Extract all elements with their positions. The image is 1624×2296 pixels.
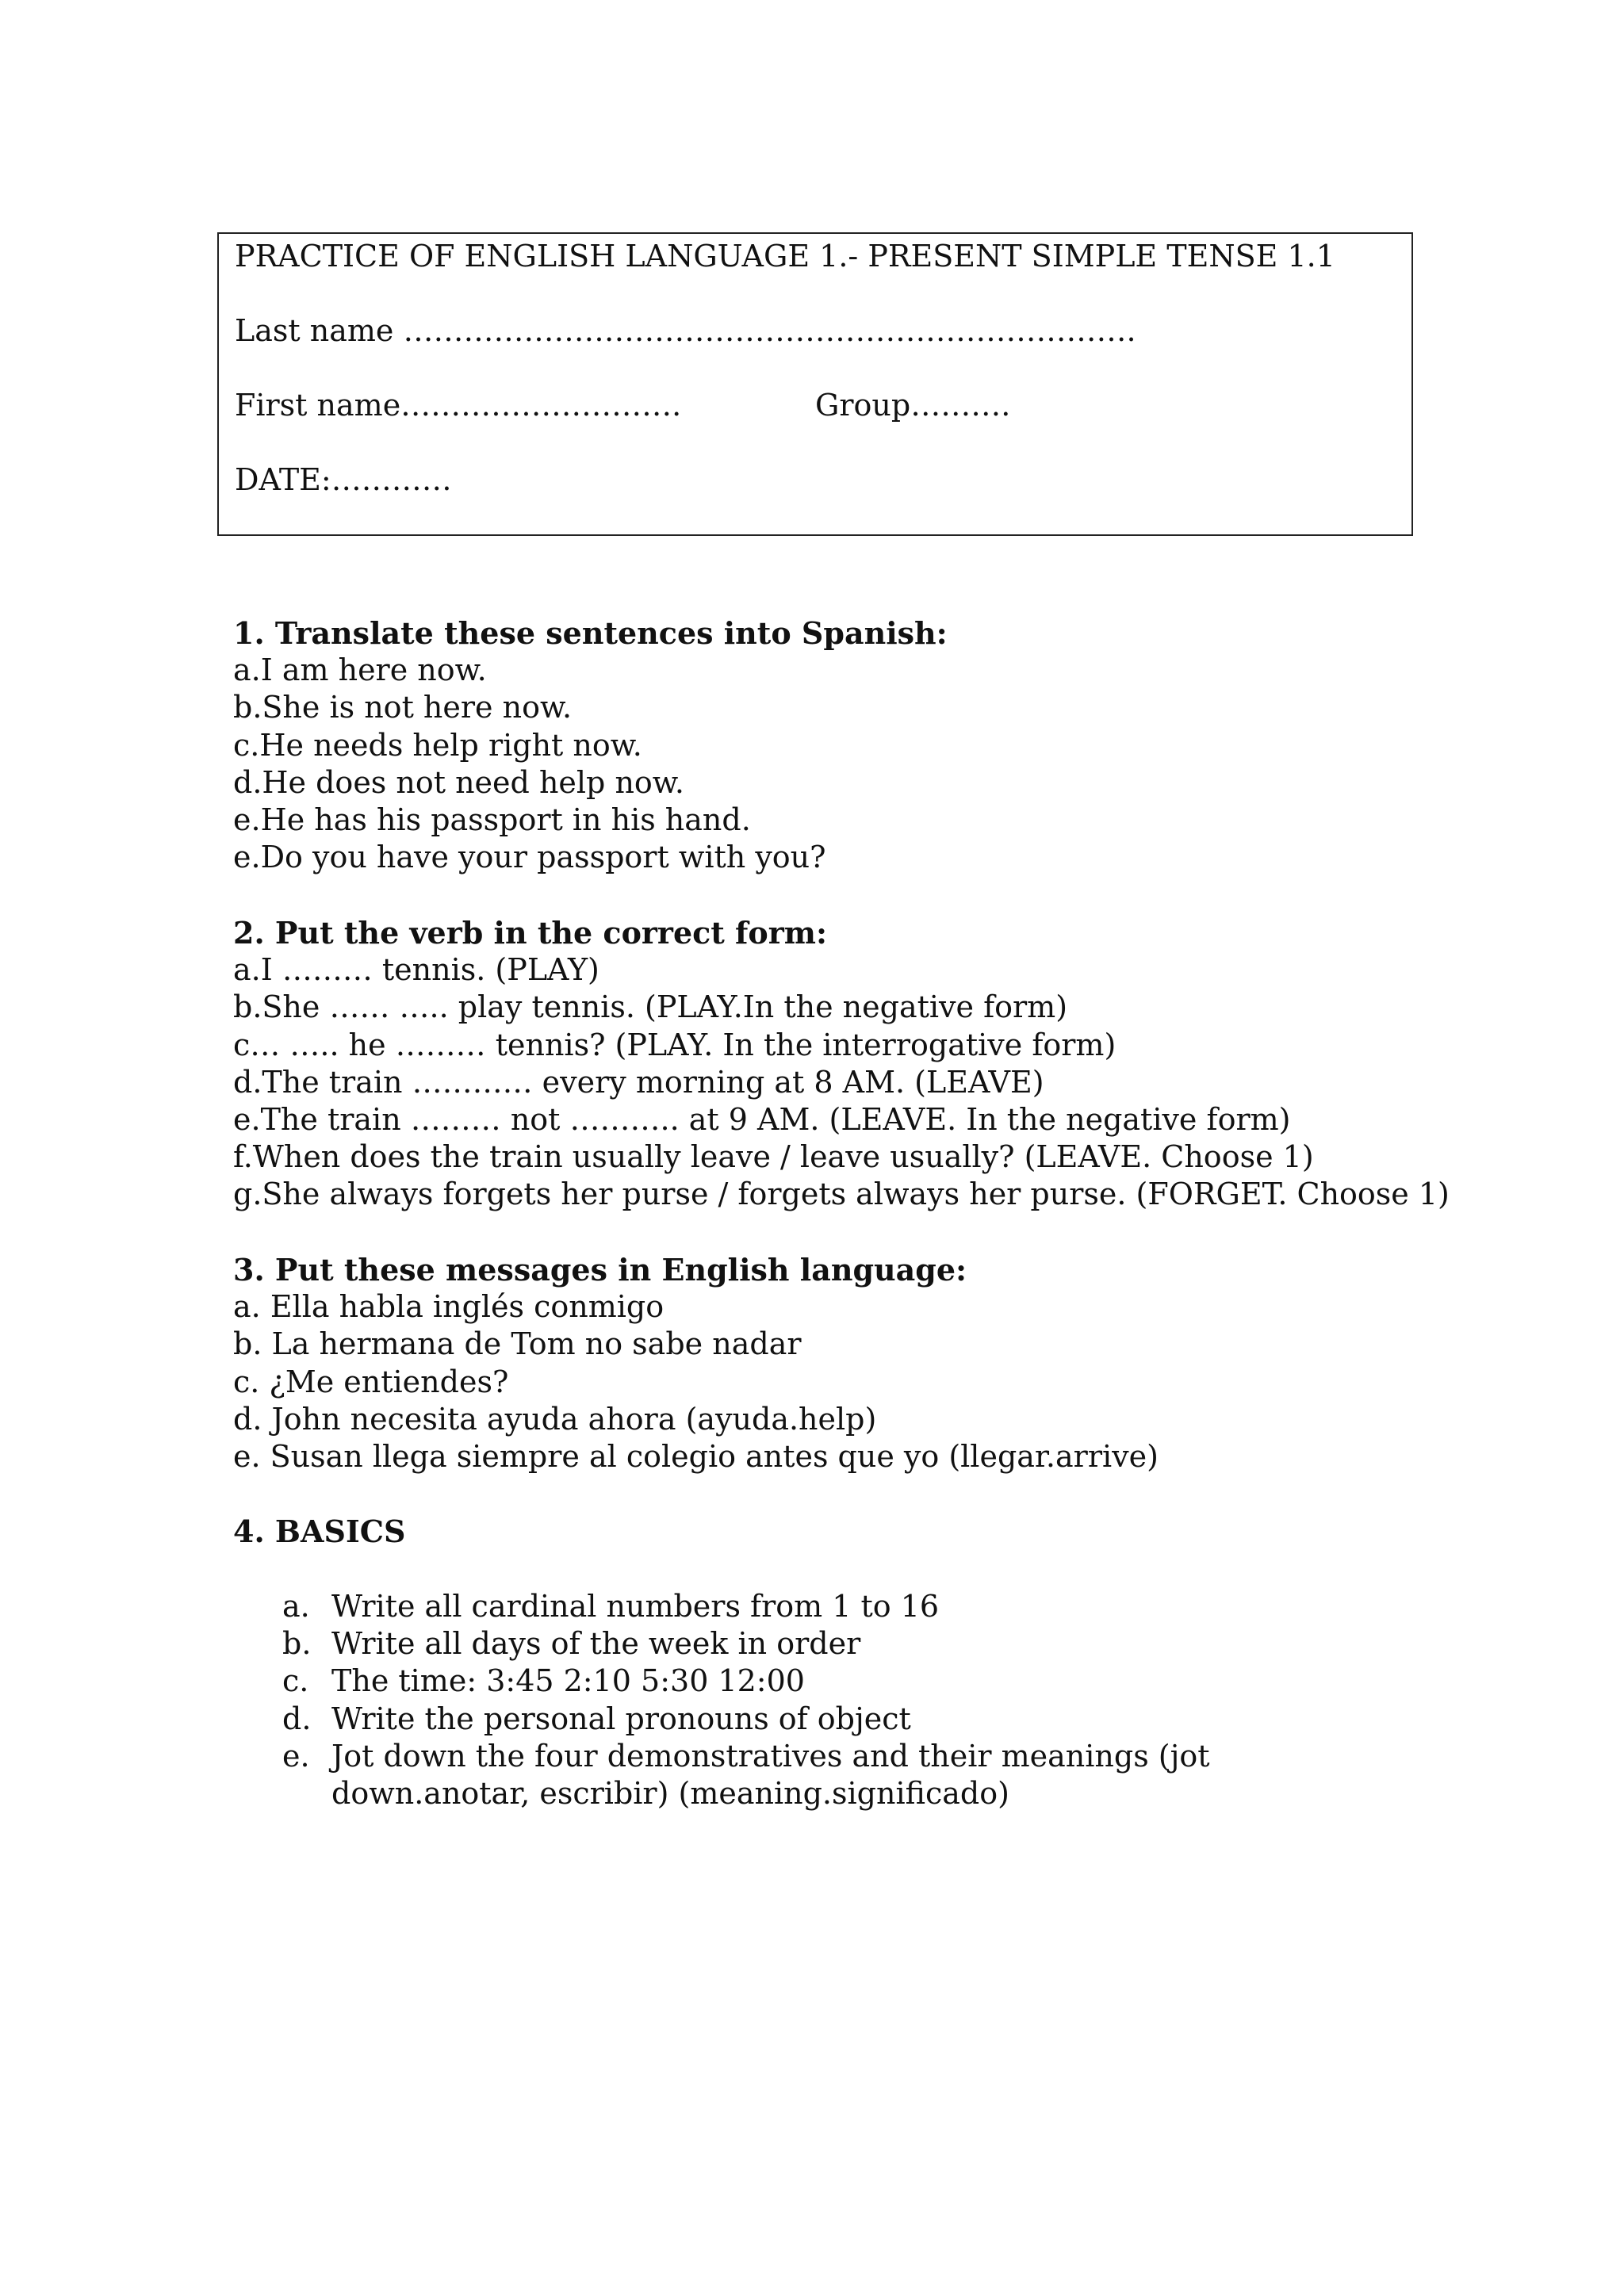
list-marker: a. [282,1589,310,1624]
exercise-line: e.Do you have your passport with you? [233,840,826,875]
section-messages-in-english [233,1251,1423,1475]
list-marker: b. [282,1626,312,1662]
date-field: DATE:………… [235,462,452,497]
list-marker: d. [282,1701,312,1736]
exercise-line: d.He does not need help now. [233,764,684,800]
exercise-line: g.She always forgets her purse / forgets always her purse. (FORGET. Choose 1) [233,1177,1450,1212]
basics-list [233,1588,1407,1812]
exercise-line: d. John necesita ayuda ahora (ayuda.help) [233,1401,877,1437]
header-box [217,232,1413,536]
list-marker: e. [282,1738,310,1774]
exercise-line: b.She is not here now. [233,690,573,725]
exercise-line: b. La hermana de Tom no sabe nadar [233,1326,802,1362]
section-heading: 2. Put the verb in the correct form: [233,915,827,951]
first-name-field: First name………………………. [235,388,682,423]
exercise-line: c. ¿Me entiendes? [233,1364,509,1399]
exercise-line: e.He has his passport in his hand. [233,802,751,838]
list-item [233,1701,1407,1738]
exercise-line: e.The train ……… not ……….. at 9 AM. (LEAVE. In the negative form) [233,1102,1291,1138]
list-item-text: Write the personal pronouns of object [331,1701,911,1736]
exercise-line: a.I am here now. [233,652,487,688]
exercise-line: e. Susan llega siempre al colegio antes que yo (llegar.arrive) [233,1439,1159,1475]
section-heading: 4. BASICS [233,1513,406,1549]
section-verb-correct-form [233,914,1450,1214]
exercise-line: a. Ella habla inglés conmigo [233,1289,665,1325]
group-field: Group………. [815,388,1011,423]
list-item [233,1625,1407,1663]
section-basics [233,1513,1423,1550]
exercise-line: a.I ……… tennis. (PLAY) [233,952,599,988]
list-item-text: Write all cardinal numbers from 1 to 16 [331,1589,940,1624]
list-item-text: The time: 3:45 2:10 5:30 12:00 [331,1663,805,1699]
section-heading: 3. Put these messages in English language: [233,1252,967,1288]
worksheet-title: PRACTICE OF ENGLISH LANGUAGE 1.- PRESENT SIMPLE TENSE 1.1 [235,239,1335,274]
last-name-field: Last name ………………………………………………………………. [235,313,1136,348]
section-translate-to-spanish [233,614,1423,876]
list-item-text: Write all days of the week in order [331,1626,861,1662]
list-item-text: Jot down the four demonstratives and their meanings (jot down.anotar, escribir) (meaning.significado) [331,1738,1210,1812]
section-heading: 1. Translate these sentences into Spanish: [233,615,948,651]
exercise-line: d.The train ………… every morning at 8 AM. (LEAVE) [233,1064,1044,1100]
exercise-line: f.When does the train usually leave / leave usually? (LEAVE. Choose 1) [233,1139,1314,1175]
list-item [233,1663,1407,1700]
exercise-line: c… ….. he ……… tennis? (PLAY. In the interrogative form) [233,1027,1116,1062]
exercise-line: b.She …… ….. play tennis. (PLAY.In the negative form) [233,989,1068,1025]
exercise-line: c.He needs help right now. [233,727,642,763]
list-marker: c. [282,1663,309,1699]
list-item [233,1738,1407,1812]
list-item [233,1588,1407,1625]
